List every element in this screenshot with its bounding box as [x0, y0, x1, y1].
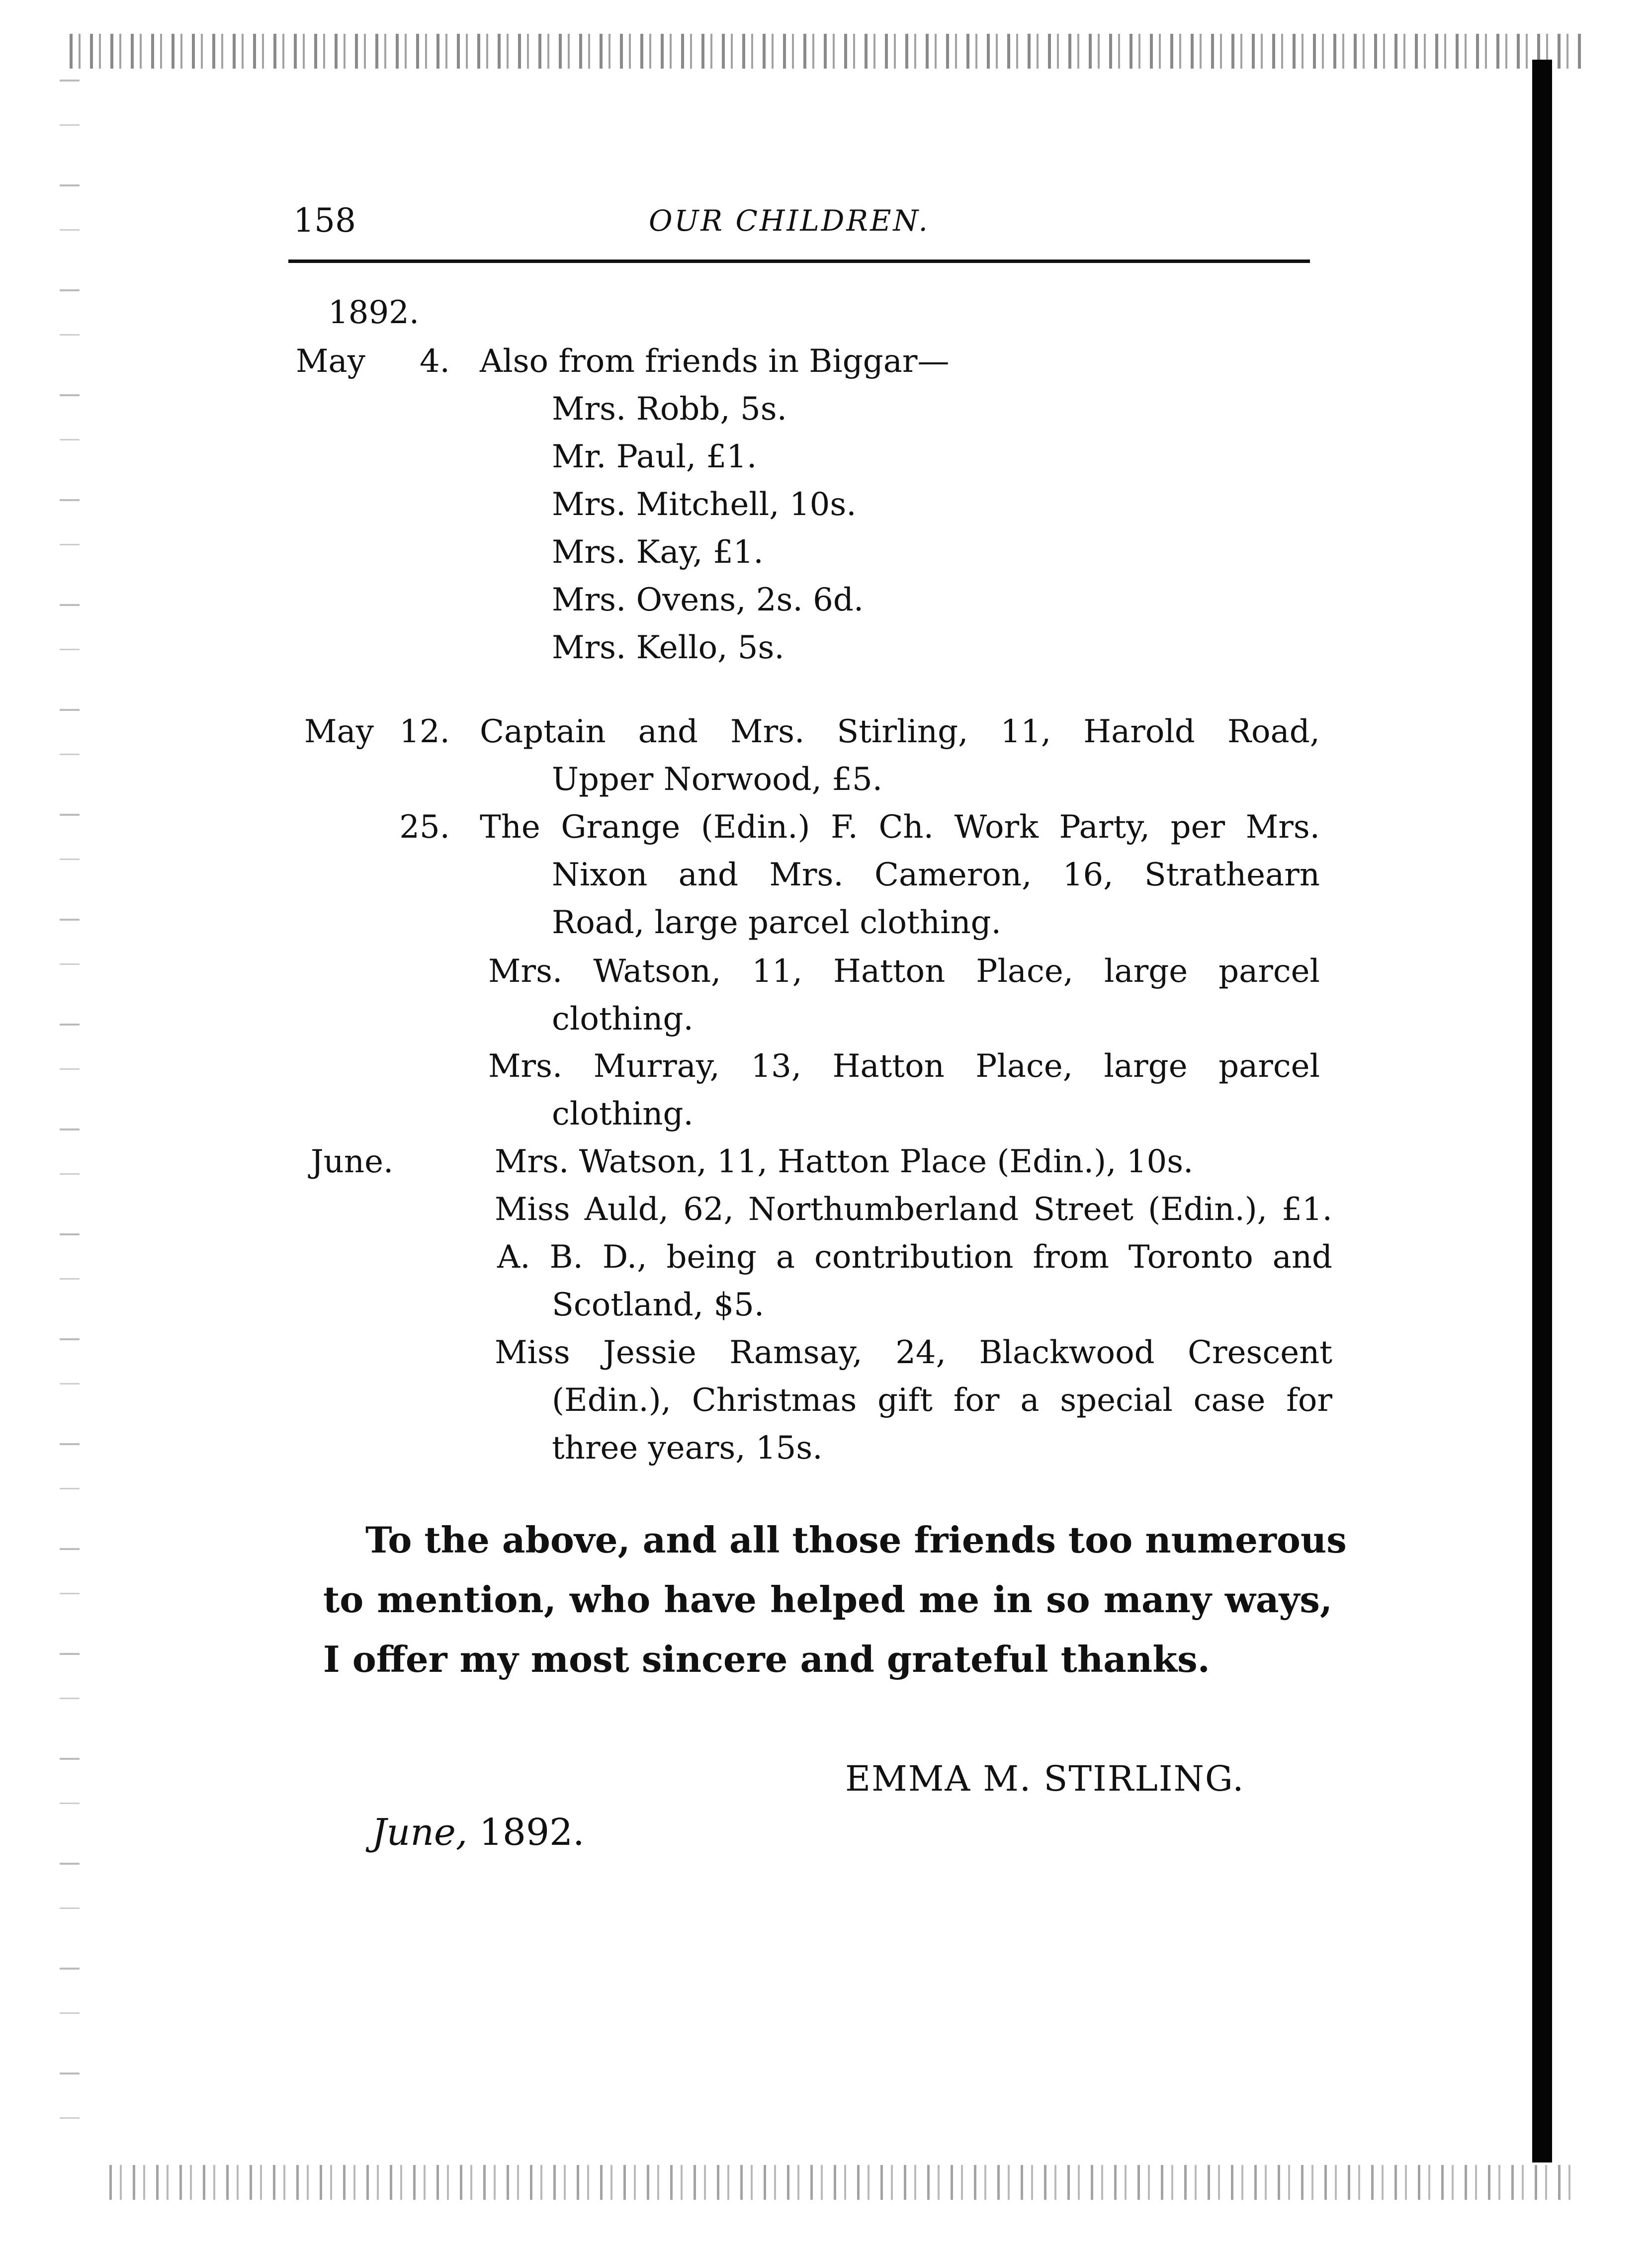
donor-item: Mrs. Kello, 5s. — [552, 629, 784, 666]
thanks-paragraph-line: to mention, who have helped me in so many ways, — [323, 1578, 1332, 1621]
entry-month: May — [296, 343, 365, 380]
donor-item: Mrs. Robb, 5s. — [552, 391, 787, 428]
entry-text: Mrs. Watson, 11, Hatton Place (Edin.), 10s. — [495, 1143, 1194, 1180]
entry-text-continued: (Edin.), Christmas gift for a special case for — [552, 1382, 1332, 1419]
entry-day: 12. — [399, 713, 450, 750]
entry-text-continued: three years, 15s. — [552, 1430, 823, 1467]
closing-date-year: 1892. — [479, 1811, 585, 1854]
thanks-paragraph-line: I offer my most sincere and grateful thanks. — [323, 1638, 1210, 1680]
closing-date — [372, 1811, 585, 1854]
donor-item: Mrs. Ovens, 2s. 6d. — [552, 582, 864, 618]
entry-text: Also from friends in Biggar— — [480, 343, 950, 380]
ledger-year: 1892. — [328, 294, 420, 331]
entry-text-continued: Scotland, $5. — [552, 1287, 765, 1323]
donor-item: Mr. Paul, £1. — [552, 438, 757, 475]
entry-month: May — [304, 713, 374, 750]
entry-day: 25. — [399, 809, 450, 846]
entry-text: Captain and Mrs. Stirling, 11, Harold Road, — [480, 713, 1320, 750]
running-head: OUR CHILDREN. — [649, 204, 930, 238]
scan-left-edge-noise — [60, 80, 80, 2167]
scan-bottom-edge-noise — [109, 2165, 1581, 2200]
closing-date-month: June, — [372, 1811, 468, 1854]
scan-binding-shadow — [1532, 60, 1552, 2162]
entry-text: Mrs. Murray, 13, Hatton Place, large parcel — [488, 1048, 1320, 1085]
page-number: 158 — [293, 201, 356, 240]
entry-day: 4. — [419, 343, 450, 380]
signature: EMMA M. STIRLING. — [845, 1758, 1245, 1799]
entry-text-continued: Nixon and Mrs. Cameron, 16, Strathearn — [552, 857, 1320, 893]
entry-text-continued: clothing. — [552, 1001, 694, 1038]
scan-top-edge-noise — [70, 34, 1581, 69]
donor-item: Mrs. Mitchell, 10s. — [552, 486, 857, 523]
entry-text: Miss Auld, 62, Northumberland Street (Edin.), £1. — [495, 1191, 1332, 1228]
entry-text: A. B. D., being a contribution from Toronto and — [497, 1239, 1332, 1276]
thanks-paragraph-line: To the above, and all those friends too numerous — [365, 1519, 1347, 1561]
header-rule — [288, 259, 1310, 263]
entry-month: June. — [311, 1143, 394, 1180]
entry-text-continued: Road, large parcel clothing. — [552, 904, 1001, 941]
entry-text-continued: clothing. — [552, 1096, 694, 1132]
donor-item: Mrs. Kay, £1. — [552, 534, 764, 571]
entry-text: The Grange (Edin.) F. Ch. Work Party, per Mrs. — [480, 809, 1320, 846]
entry-text: Mrs. Watson, 11, Hatton Place, large parcel — [488, 953, 1320, 990]
entry-text-continued: Upper Norwood, £5. — [552, 761, 883, 798]
entry-text: Miss Jessie Ramsay, 24, Blackwood Crescent — [495, 1334, 1332, 1371]
